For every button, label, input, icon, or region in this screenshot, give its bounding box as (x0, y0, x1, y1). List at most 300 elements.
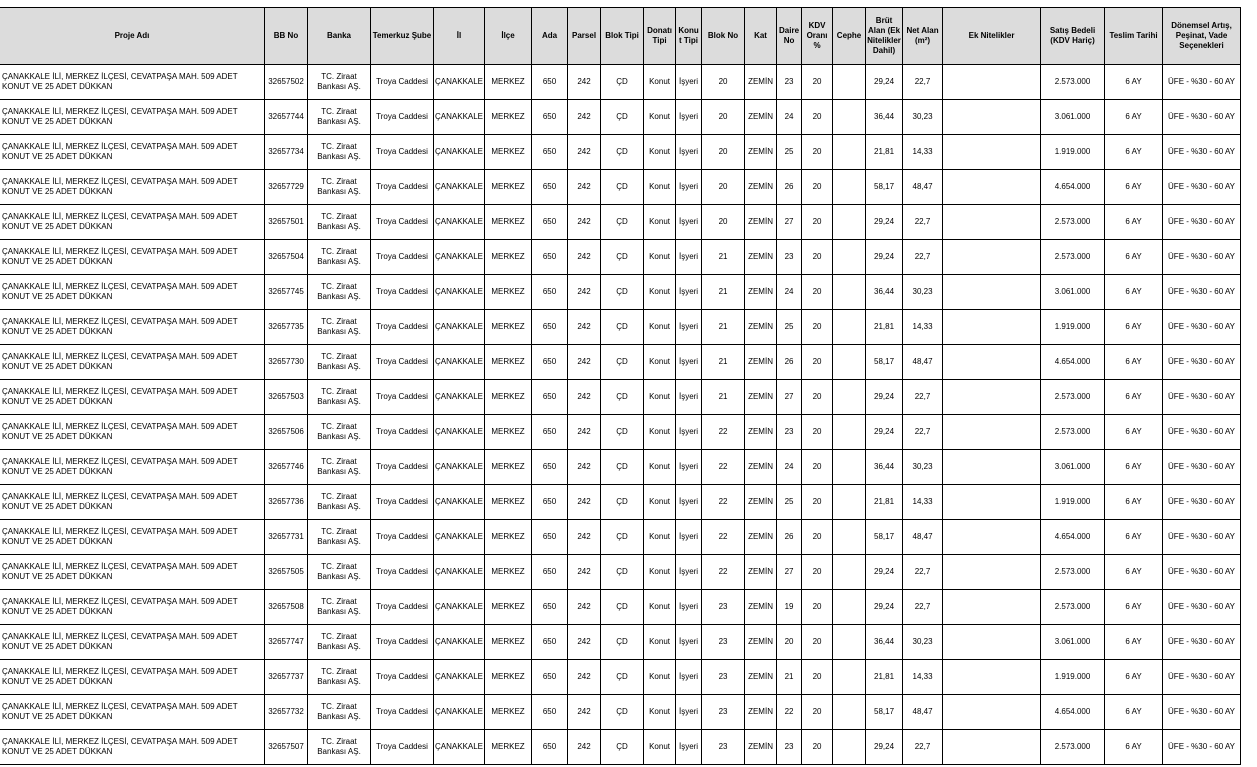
cell-ek-nitelikler (943, 65, 1041, 100)
cell-ek-nitelikler (943, 205, 1041, 240)
cell-banka: TC. Ziraat Bankası AŞ. (308, 660, 371, 695)
cell-brut-alan: 58,17 (866, 520, 903, 555)
cell-satis-bedeli: 4.654.000 (1041, 170, 1105, 205)
cell-daire-no: 23 (777, 65, 802, 100)
cell-kat: ZEMİN (745, 170, 777, 205)
cell-ilce: MERKEZ (485, 240, 532, 275)
cell-donemsel: ÜFE - %30 - 60 AY (1163, 555, 1241, 590)
cell-kat: ZEMİN (745, 380, 777, 415)
cell-kat: ZEMİN (745, 695, 777, 730)
cell-net-alan: 30,23 (903, 100, 943, 135)
cell-blok-no: 20 (702, 170, 745, 205)
cell-daire-no: 25 (777, 485, 802, 520)
col-donati-tipi: Donatı Tipi (644, 8, 676, 65)
cell-parsel: 242 (568, 170, 601, 205)
cell-daire-no: 23 (777, 415, 802, 450)
cell-brut-alan: 29,24 (866, 380, 903, 415)
cell-parsel: 242 (568, 555, 601, 590)
cell-bb-no: 32657507 (265, 730, 308, 765)
cell-kat: ZEMİN (745, 135, 777, 170)
cell-konut-tipi: İşyeri (676, 450, 702, 485)
cell-sube: Troya Caddesi (371, 520, 434, 555)
cell-kdv: 20 (802, 415, 833, 450)
cell-ek-nitelikler (943, 450, 1041, 485)
cell-bb-no: 32657504 (265, 240, 308, 275)
cell-konut-tipi: İşyeri (676, 415, 702, 450)
cell-kdv: 20 (802, 380, 833, 415)
cell-kat: ZEMİN (745, 555, 777, 590)
cell-kat: ZEMİN (745, 730, 777, 765)
cell-teslim-tarihi: 6 AY (1105, 730, 1163, 765)
cell-konut-tipi: İşyeri (676, 590, 702, 625)
cell-konut-tipi: İşyeri (676, 555, 702, 590)
cell-brut-alan: 29,24 (866, 205, 903, 240)
cell-kdv: 20 (802, 275, 833, 310)
cell-blok-no: 22 (702, 415, 745, 450)
cell-bb-no: 32657506 (265, 415, 308, 450)
cell-il: ÇANAKKALE (434, 695, 485, 730)
cell-banka: TC. Ziraat Bankası AŞ. (308, 695, 371, 730)
cell-il: ÇANAKKALE (434, 135, 485, 170)
cell-parsel: 242 (568, 275, 601, 310)
cell-ada: 650 (532, 205, 568, 240)
cell-il: ÇANAKKALE (434, 205, 485, 240)
cell-cephe (833, 205, 866, 240)
cell-ada: 650 (532, 450, 568, 485)
cell-net-alan: 14,33 (903, 310, 943, 345)
cell-kdv: 20 (802, 240, 833, 275)
cell-kat: ZEMİN (745, 100, 777, 135)
cell-banka: TC. Ziraat Bankası AŞ. (308, 170, 371, 205)
cell-blok-tipi: ÇD (601, 520, 644, 555)
table-row (0, 450, 1241, 485)
cell-blok-no: 21 (702, 275, 745, 310)
table-row (0, 695, 1241, 730)
cell-konut-tipi: İşyeri (676, 65, 702, 100)
cell-brut-alan: 29,24 (866, 65, 903, 100)
cell-ek-nitelikler (943, 520, 1041, 555)
cell-il: ÇANAKKALE (434, 275, 485, 310)
cell-satis-bedeli: 4.654.000 (1041, 345, 1105, 380)
cell-blok-no: 23 (702, 730, 745, 765)
table-row (0, 590, 1241, 625)
cell-sube: Troya Caddesi (371, 275, 434, 310)
cell-blok-tipi: ÇD (601, 380, 644, 415)
cell-ek-nitelikler (943, 170, 1041, 205)
cell-donemsel: ÜFE - %30 - 60 AY (1163, 520, 1241, 555)
cell-daire-no: 24 (777, 100, 802, 135)
cell-cephe (833, 275, 866, 310)
cell-cephe (833, 730, 866, 765)
cell-satis-bedeli: 2.573.000 (1041, 730, 1105, 765)
cell-brut-alan: 29,24 (866, 240, 903, 275)
cell-ek-nitelikler (943, 345, 1041, 380)
cell-kat: ZEMİN (745, 450, 777, 485)
cell-ek-nitelikler (943, 415, 1041, 450)
cell-donati-tipi: Konut (644, 345, 676, 380)
cell-parsel: 242 (568, 380, 601, 415)
cell-ilce: MERKEZ (485, 100, 532, 135)
cell-blok-no: 22 (702, 450, 745, 485)
cell-blok-no: 22 (702, 485, 745, 520)
cell-konut-tipi: İşyeri (676, 100, 702, 135)
cell-kat: ZEMİN (745, 65, 777, 100)
cell-konut-tipi: İşyeri (676, 380, 702, 415)
cell-teslim-tarihi: 6 AY (1105, 275, 1163, 310)
cell-satis-bedeli: 3.061.000 (1041, 100, 1105, 135)
cell-satis-bedeli: 4.654.000 (1041, 520, 1105, 555)
cell-il: ÇANAKKALE (434, 730, 485, 765)
col-net-alan: Net Alan (m²) (903, 8, 943, 65)
cell-il: ÇANAKKALE (434, 100, 485, 135)
cell-blok-tipi: ÇD (601, 100, 644, 135)
col-ilce: İlçe (485, 8, 532, 65)
cell-sube: Troya Caddesi (371, 345, 434, 380)
table-row (0, 380, 1241, 415)
cell-sube: Troya Caddesi (371, 485, 434, 520)
cell-ada: 650 (532, 555, 568, 590)
cell-banka: TC. Ziraat Bankası AŞ. (308, 730, 371, 765)
cell-konut-tipi: İşyeri (676, 660, 702, 695)
cell-ek-nitelikler (943, 590, 1041, 625)
cell-bb-no: 32657747 (265, 625, 308, 660)
cell-ada: 650 (532, 310, 568, 345)
cell-cephe (833, 520, 866, 555)
cell-ilce: MERKEZ (485, 660, 532, 695)
cell-proje: ÇANAKKALE İLİ, MERKEZ İLÇESİ, CEVATPAŞA MAH. 509 ADET KONUT VE 25 ADET DÜKKAN (0, 135, 265, 170)
cell-donemsel: ÜFE - %30 - 60 AY (1163, 380, 1241, 415)
cell-blok-tipi: ÇD (601, 590, 644, 625)
cell-kat: ZEMİN (745, 240, 777, 275)
cell-bb-no: 32657502 (265, 65, 308, 100)
cell-brut-alan: 29,24 (866, 730, 903, 765)
cell-satis-bedeli: 2.573.000 (1041, 205, 1105, 240)
cell-kat: ZEMİN (745, 415, 777, 450)
cell-ilce: MERKEZ (485, 590, 532, 625)
cell-bb-no: 32657735 (265, 310, 308, 345)
cell-ek-nitelikler (943, 555, 1041, 590)
cell-sube: Troya Caddesi (371, 450, 434, 485)
cell-proje: ÇANAKKALE İLİ, MERKEZ İLÇESİ, CEVATPAŞA MAH. 509 ADET KONUT VE 25 ADET DÜKKAN (0, 730, 265, 765)
cell-cephe (833, 380, 866, 415)
cell-il: ÇANAKKALE (434, 625, 485, 660)
cell-kat: ZEMİN (745, 485, 777, 520)
cell-blok-no: 20 (702, 100, 745, 135)
cell-il: ÇANAKKALE (434, 65, 485, 100)
cell-parsel: 242 (568, 520, 601, 555)
table-row (0, 240, 1241, 275)
cell-satis-bedeli: 1.919.000 (1041, 135, 1105, 170)
cell-donemsel: ÜFE - %30 - 60 AY (1163, 205, 1241, 240)
cell-banka: TC. Ziraat Bankası AŞ. (308, 275, 371, 310)
cell-net-alan: 22,7 (903, 65, 943, 100)
cell-cephe (833, 695, 866, 730)
cell-donati-tipi: Konut (644, 695, 676, 730)
cell-proje: ÇANAKKALE İLİ, MERKEZ İLÇESİ, CEVATPAŞA MAH. 509 ADET KONUT VE 25 ADET DÜKKAN (0, 415, 265, 450)
cell-teslim-tarihi: 6 AY (1105, 485, 1163, 520)
cell-ada: 650 (532, 730, 568, 765)
cell-teslim-tarihi: 6 AY (1105, 590, 1163, 625)
cell-proje: ÇANAKKALE İLİ, MERKEZ İLÇESİ, CEVATPAŞA MAH. 509 ADET KONUT VE 25 ADET DÜKKAN (0, 485, 265, 520)
cell-daire-no: 25 (777, 135, 802, 170)
cell-parsel: 242 (568, 205, 601, 240)
cell-daire-no: 21 (777, 660, 802, 695)
cell-teslim-tarihi: 6 AY (1105, 240, 1163, 275)
cell-net-alan: 22,7 (903, 380, 943, 415)
cell-parsel: 242 (568, 100, 601, 135)
cell-donemsel: ÜFE - %30 - 60 AY (1163, 240, 1241, 275)
cell-kat: ZEMİN (745, 625, 777, 660)
cell-satis-bedeli: 2.573.000 (1041, 415, 1105, 450)
cell-net-alan: 14,33 (903, 485, 943, 520)
cell-ada: 650 (532, 380, 568, 415)
cell-il: ÇANAKKALE (434, 485, 485, 520)
cell-kdv: 20 (802, 590, 833, 625)
cell-banka: TC. Ziraat Bankası AŞ. (308, 555, 371, 590)
cell-ada: 650 (532, 240, 568, 275)
cell-blok-no: 20 (702, 65, 745, 100)
cell-cephe (833, 450, 866, 485)
cell-blok-no: 23 (702, 625, 745, 660)
cell-brut-alan: 58,17 (866, 345, 903, 380)
cell-blok-no: 21 (702, 345, 745, 380)
cell-parsel: 242 (568, 485, 601, 520)
cell-donemsel: ÜFE - %30 - 60 AY (1163, 450, 1241, 485)
cell-daire-no: 27 (777, 205, 802, 240)
cell-ada: 650 (532, 275, 568, 310)
table-row (0, 205, 1241, 240)
cell-donemsel: ÜFE - %30 - 60 AY (1163, 695, 1241, 730)
cell-konut-tipi: İşyeri (676, 275, 702, 310)
cell-teslim-tarihi: 6 AY (1105, 310, 1163, 345)
cell-ada: 650 (532, 415, 568, 450)
cell-daire-no: 24 (777, 275, 802, 310)
cell-kdv: 20 (802, 100, 833, 135)
cell-brut-alan: 29,24 (866, 590, 903, 625)
cell-proje: ÇANAKKALE İLİ, MERKEZ İLÇESİ, CEVATPAŞA MAH. 509 ADET KONUT VE 25 ADET DÜKKAN (0, 170, 265, 205)
cell-kat: ZEMİN (745, 520, 777, 555)
cell-banka: TC. Ziraat Bankası AŞ. (308, 625, 371, 660)
cell-donemsel: ÜFE - %30 - 60 AY (1163, 100, 1241, 135)
cell-kdv: 20 (802, 135, 833, 170)
cell-donemsel: ÜFE - %30 - 60 AY (1163, 590, 1241, 625)
cell-donati-tipi: Konut (644, 660, 676, 695)
cell-parsel: 242 (568, 310, 601, 345)
cell-parsel: 242 (568, 695, 601, 730)
cell-daire-no: 22 (777, 695, 802, 730)
cell-ilce: MERKEZ (485, 555, 532, 590)
cell-donati-tipi: Konut (644, 590, 676, 625)
cell-ada: 650 (532, 170, 568, 205)
cell-bb-no: 32657508 (265, 590, 308, 625)
table-row (0, 520, 1241, 555)
cell-donati-tipi: Konut (644, 170, 676, 205)
cell-teslim-tarihi: 6 AY (1105, 695, 1163, 730)
col-konut-tipi: Konu t Tipi (676, 8, 702, 65)
col-cephe: Cephe (833, 8, 866, 65)
cell-ek-nitelikler (943, 310, 1041, 345)
cell-ada: 650 (532, 695, 568, 730)
table-row (0, 660, 1241, 695)
cell-net-alan: 48,47 (903, 695, 943, 730)
cell-sube: Troya Caddesi (371, 170, 434, 205)
cell-ilce: MERKEZ (485, 310, 532, 345)
cell-cephe (833, 485, 866, 520)
cell-blok-tipi: ÇD (601, 485, 644, 520)
cell-ek-nitelikler (943, 485, 1041, 520)
cell-kdv: 20 (802, 660, 833, 695)
cell-satis-bedeli: 3.061.000 (1041, 275, 1105, 310)
cell-blok-tipi: ÇD (601, 555, 644, 590)
cell-blok-no: 21 (702, 380, 745, 415)
cell-banka: TC. Ziraat Bankası AŞ. (308, 205, 371, 240)
cell-bb-no: 32657746 (265, 450, 308, 485)
cell-net-alan: 48,47 (903, 520, 943, 555)
cell-sube: Troya Caddesi (371, 380, 434, 415)
cell-donemsel: ÜFE - %30 - 60 AY (1163, 310, 1241, 345)
cell-sube: Troya Caddesi (371, 205, 434, 240)
cell-konut-tipi: İşyeri (676, 625, 702, 660)
cell-proje: ÇANAKKALE İLİ, MERKEZ İLÇESİ, CEVATPAŞA MAH. 509 ADET KONUT VE 25 ADET DÜKKAN (0, 205, 265, 240)
cell-konut-tipi: İşyeri (676, 695, 702, 730)
cell-banka: TC. Ziraat Bankası AŞ. (308, 65, 371, 100)
cell-teslim-tarihi: 6 AY (1105, 625, 1163, 660)
cell-cephe (833, 65, 866, 100)
cell-teslim-tarihi: 6 AY (1105, 65, 1163, 100)
cell-ada: 650 (532, 345, 568, 380)
cell-banka: TC. Ziraat Bankası AŞ. (308, 380, 371, 415)
cell-satis-bedeli: 3.061.000 (1041, 625, 1105, 660)
cell-teslim-tarihi: 6 AY (1105, 345, 1163, 380)
table-row (0, 170, 1241, 205)
cell-ek-nitelikler (943, 135, 1041, 170)
table-row (0, 275, 1241, 310)
cell-kat: ZEMİN (745, 275, 777, 310)
cell-satis-bedeli: 1.919.000 (1041, 485, 1105, 520)
cell-donemsel: ÜFE - %30 - 60 AY (1163, 275, 1241, 310)
cell-ek-nitelikler (943, 695, 1041, 730)
col-ek-nitelikler: Ek Nitelikler (943, 8, 1041, 65)
cell-donemsel: ÜFE - %30 - 60 AY (1163, 415, 1241, 450)
cell-proje: ÇANAKKALE İLİ, MERKEZ İLÇESİ, CEVATPAŞA MAH. 509 ADET KONUT VE 25 ADET DÜKKAN (0, 100, 265, 135)
table-row (0, 100, 1241, 135)
cell-brut-alan: 21,81 (866, 135, 903, 170)
cell-proje: ÇANAKKALE İLİ, MERKEZ İLÇESİ, CEVATPAŞA MAH. 509 ADET KONUT VE 25 ADET DÜKKAN (0, 695, 265, 730)
cell-il: ÇANAKKALE (434, 590, 485, 625)
cell-donati-tipi: Konut (644, 415, 676, 450)
cell-donemsel: ÜFE - %30 - 60 AY (1163, 135, 1241, 170)
cell-daire-no: 23 (777, 240, 802, 275)
col-blok-no: Blok No (702, 8, 745, 65)
cell-ada: 650 (532, 65, 568, 100)
cell-ada: 650 (532, 625, 568, 660)
table-row (0, 345, 1241, 380)
cell-ilce: MERKEZ (485, 415, 532, 450)
cell-net-alan: 22,7 (903, 415, 943, 450)
cell-daire-no: 26 (777, 345, 802, 380)
header-row (0, 8, 1241, 65)
cell-donati-tipi: Konut (644, 380, 676, 415)
cell-il: ÇANAKKALE (434, 240, 485, 275)
cell-teslim-tarihi: 6 AY (1105, 205, 1163, 240)
cell-donati-tipi: Konut (644, 65, 676, 100)
cell-donemsel: ÜFE - %30 - 60 AY (1163, 65, 1241, 100)
cell-ek-nitelikler (943, 240, 1041, 275)
cell-bb-no: 32657505 (265, 555, 308, 590)
cell-donati-tipi: Konut (644, 450, 676, 485)
cell-daire-no: 25 (777, 310, 802, 345)
cell-daire-no: 27 (777, 555, 802, 590)
cell-cephe (833, 100, 866, 135)
cell-bb-no: 32657744 (265, 100, 308, 135)
cell-il: ÇANAKKALE (434, 450, 485, 485)
cell-banka: TC. Ziraat Bankası AŞ. (308, 310, 371, 345)
cell-konut-tipi: İşyeri (676, 205, 702, 240)
cell-bb-no: 32657729 (265, 170, 308, 205)
cell-satis-bedeli: 1.919.000 (1041, 310, 1105, 345)
cell-ilce: MERKEZ (485, 450, 532, 485)
cell-sube: Troya Caddesi (371, 65, 434, 100)
cell-blok-tipi: ÇD (601, 730, 644, 765)
cell-donati-tipi: Konut (644, 135, 676, 170)
col-kdv: KDV Oranı % (802, 8, 833, 65)
cell-satis-bedeli: 2.573.000 (1041, 380, 1105, 415)
cell-blok-no: 23 (702, 695, 745, 730)
cell-donemsel: ÜFE - %30 - 60 AY (1163, 170, 1241, 205)
cell-bb-no: 32657745 (265, 275, 308, 310)
cell-teslim-tarihi: 6 AY (1105, 555, 1163, 590)
cell-brut-alan: 21,81 (866, 485, 903, 520)
cell-ilce: MERKEZ (485, 205, 532, 240)
cell-daire-no: 27 (777, 380, 802, 415)
cell-sube: Troya Caddesi (371, 730, 434, 765)
cell-proje: ÇANAKKALE İLİ, MERKEZ İLÇESİ, CEVATPAŞA MAH. 509 ADET KONUT VE 25 ADET DÜKKAN (0, 240, 265, 275)
cell-donati-tipi: Konut (644, 485, 676, 520)
cell-parsel: 242 (568, 450, 601, 485)
cell-donati-tipi: Konut (644, 240, 676, 275)
cell-konut-tipi: İşyeri (676, 135, 702, 170)
table-row (0, 625, 1241, 660)
cell-ek-nitelikler (943, 380, 1041, 415)
cell-kat: ZEMİN (745, 205, 777, 240)
cell-banka: TC. Ziraat Bankası AŞ. (308, 345, 371, 380)
cell-daire-no: 23 (777, 730, 802, 765)
cell-cephe (833, 345, 866, 380)
col-ada: Ada (532, 8, 568, 65)
cell-bb-no: 32657732 (265, 695, 308, 730)
cell-cephe (833, 135, 866, 170)
cell-satis-bedeli: 1.919.000 (1041, 660, 1105, 695)
cell-blok-tipi: ÇD (601, 65, 644, 100)
cell-parsel: 242 (568, 65, 601, 100)
cell-ilce: MERKEZ (485, 380, 532, 415)
cell-net-alan: 30,23 (903, 625, 943, 660)
cell-blok-tipi: ÇD (601, 310, 644, 345)
col-proje: Proje Adı (0, 8, 265, 65)
cell-cephe (833, 310, 866, 345)
cell-daire-no: 26 (777, 170, 802, 205)
cell-banka: TC. Ziraat Bankası AŞ. (308, 415, 371, 450)
cell-sube: Troya Caddesi (371, 135, 434, 170)
cell-kat: ZEMİN (745, 345, 777, 380)
cell-kat: ZEMİN (745, 310, 777, 345)
cell-parsel: 242 (568, 415, 601, 450)
cell-parsel: 242 (568, 590, 601, 625)
cell-sube: Troya Caddesi (371, 100, 434, 135)
table-row (0, 135, 1241, 170)
cell-banka: TC. Ziraat Bankası AŞ. (308, 240, 371, 275)
cell-net-alan: 14,33 (903, 660, 943, 695)
